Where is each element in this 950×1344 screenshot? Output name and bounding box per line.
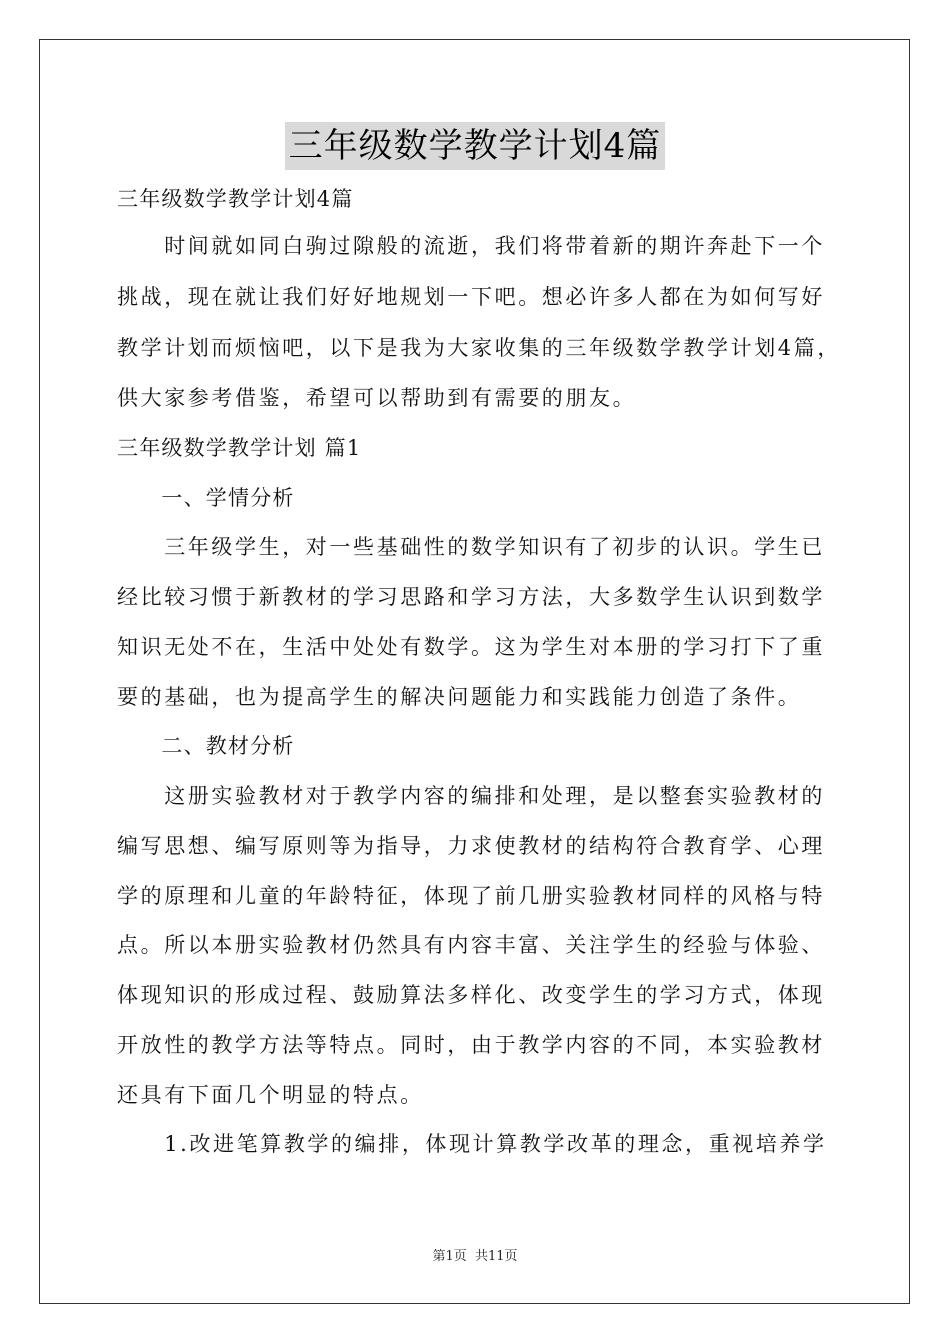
section-heading: 三年级数学教学计划 篇1: [117, 436, 362, 460]
subsection-heading: 二、教材分析: [117, 734, 295, 758]
paragraph-line: 开放性的教学方法等特点。同时，由于教学内容的不同，本实验教材: [117, 1033, 825, 1057]
paragraph-line: 教学计划而烦恼吧，以下是我为大家收集的三年级数学教学计划4篇，: [117, 336, 841, 360]
page-total: 共11页: [474, 1249, 518, 1264]
paragraph-line: 还具有下面几个明显的特点。: [117, 1083, 424, 1107]
page-title: 三年级数学教学计划4篇: [285, 122, 666, 170]
subtitle-line: 三年级数学教学计划4篇: [117, 187, 354, 211]
paragraph-line: 知识无处不在，生活中处处有数学。这为学生对本册的学习打下了重: [117, 635, 825, 659]
paragraph-line: 挑战，现在就让我们好好地规划一下吧。想必许多人都在为如何写好: [117, 285, 825, 309]
paragraph-line: 体现知识的形成过程、鼓励算法多样化、改变学生的学习方式，体现: [117, 983, 825, 1007]
paragraph-line: 点。所以本册实验教材仍然具有内容丰富、关注学生的经验与体验、: [117, 933, 825, 957]
page-border: [39, 39, 910, 1304]
page-footer: [0, 1248, 950, 1266]
title-block: [0, 122, 950, 170]
paragraph-line: 1.改进笔算教学的编排，体现计算教学改革的理念，重视培养学: [117, 1132, 827, 1156]
subsection-heading: 一、学情分析: [117, 486, 295, 510]
paragraph-line: 这册实验教材对于教学内容的编排和处理，是以整套实验教材的: [117, 784, 825, 808]
paragraph-line: 要的基础，也为提高学生的解决问题能力和实践能力创造了条件。: [117, 685, 802, 709]
paragraph-line: 经比较习惯于新教材的学习思路和学习方法，大多数学生认识到数学: [117, 585, 825, 609]
page-number: 第1页: [432, 1249, 467, 1264]
paragraph-line: 供大家参考借鉴，希望可以帮助到有需要的朋友。: [117, 386, 637, 410]
paragraph-line: 时间就如同白驹过隙般的流逝，我们将带着新的期许奔赴下一个: [117, 234, 825, 258]
paragraph-line: 三年级学生，对一些基础性的数学知识有了初步的认识。学生已: [117, 535, 825, 559]
paragraph-line: 编写思想、编写原则等为指导，力求使教材的结构符合教育学、心理: [117, 834, 825, 858]
paragraph-line: 学的原理和儿童的年龄特征，体现了前几册实验教材同样的风格与特: [117, 884, 825, 908]
